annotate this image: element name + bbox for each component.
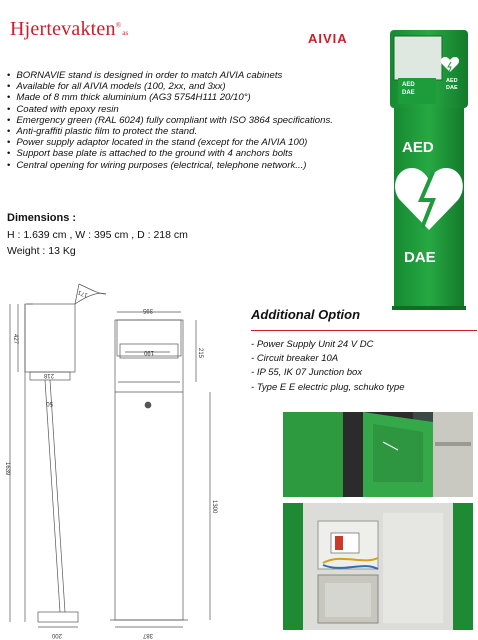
open-stand-photo bbox=[283, 412, 473, 497]
aed-cabinet-image bbox=[388, 30, 470, 310]
dim-395-label: 395 bbox=[142, 307, 153, 313]
aed-label: AED bbox=[402, 139, 434, 156]
brand-logo bbox=[10, 18, 128, 41]
small-dae-label-right: DAE bbox=[446, 85, 458, 91]
dimensions-weight: Weight : 13 Kg bbox=[7, 245, 76, 257]
technical-drawing bbox=[0, 282, 240, 640]
dim-190-label: 190 bbox=[143, 349, 154, 355]
brand-name: Hjertevakten bbox=[10, 18, 116, 40]
dim-1300-label: 1300 bbox=[211, 500, 217, 514]
feature-item: • Central opening for wiring purposes (electrical, telephone network...) bbox=[7, 160, 387, 171]
dim-387-label: 387 bbox=[142, 632, 153, 638]
option-item: - IP 55, IK 07 Junction box bbox=[251, 366, 405, 380]
feature-item: • Emergency green (RAL 6024) fully compliant with ISO 3864 specifications. bbox=[7, 115, 387, 126]
option-item: - Power Supply Unit 24 V DC bbox=[251, 338, 405, 352]
dim-171-label: 171 bbox=[77, 288, 89, 298]
small-aed-label: AED bbox=[402, 82, 415, 88]
feature-item: • Available for all AIVIA models (100, 2xx, and 3xx) bbox=[7, 81, 387, 92]
option-item: - Type E E electric plug, schuko type bbox=[251, 381, 405, 395]
option-list bbox=[251, 338, 405, 395]
registered-mark: ® bbox=[115, 21, 122, 30]
dim-50-label: 50 bbox=[46, 400, 53, 406]
small-dae-label: DAE bbox=[402, 90, 415, 96]
dimensions-title: Dimensions : bbox=[7, 212, 77, 224]
option-item: - Circuit breaker 10A bbox=[251, 352, 405, 366]
divider bbox=[251, 330, 477, 331]
dim-427-label: 427 bbox=[12, 334, 18, 345]
feature-item: • Power supply adaptor located in the stand (except for the AIVIA 100) bbox=[7, 137, 387, 148]
feature-item: • Made of 8 mm thick aluminium (AG3 5754H111 20/10°) bbox=[7, 92, 387, 103]
feature-item: • Anti-graffiti plastic film to protect the stand. bbox=[7, 126, 387, 137]
dim-215-label: 215 bbox=[197, 348, 203, 359]
aivia-logo: AIVIA bbox=[308, 31, 348, 46]
dim-218-label: 218 bbox=[43, 372, 54, 378]
feature-item: • Coated with epoxy resin bbox=[7, 104, 387, 115]
dae-label: DAE bbox=[404, 249, 436, 266]
feature-item: • BORNAVIE stand is designed in order to match AIVIA cabinets bbox=[7, 70, 387, 81]
junction-box-photo bbox=[283, 503, 473, 630]
feature-item: • Support base plate is attached to the ground with 4 anchors bolts bbox=[7, 148, 387, 159]
dim-200-label: 200 bbox=[51, 632, 62, 638]
dim-height-label: 1639 bbox=[4, 462, 10, 476]
dimensions-size: H : 1.639 cm , W : 395 cm , D : 218 cm bbox=[7, 229, 188, 241]
brand-suffix: as bbox=[122, 29, 129, 37]
small-aed-label-right: AED bbox=[446, 78, 458, 84]
additional-option-title: Additional Option bbox=[251, 307, 361, 322]
feature-list bbox=[7, 70, 387, 171]
